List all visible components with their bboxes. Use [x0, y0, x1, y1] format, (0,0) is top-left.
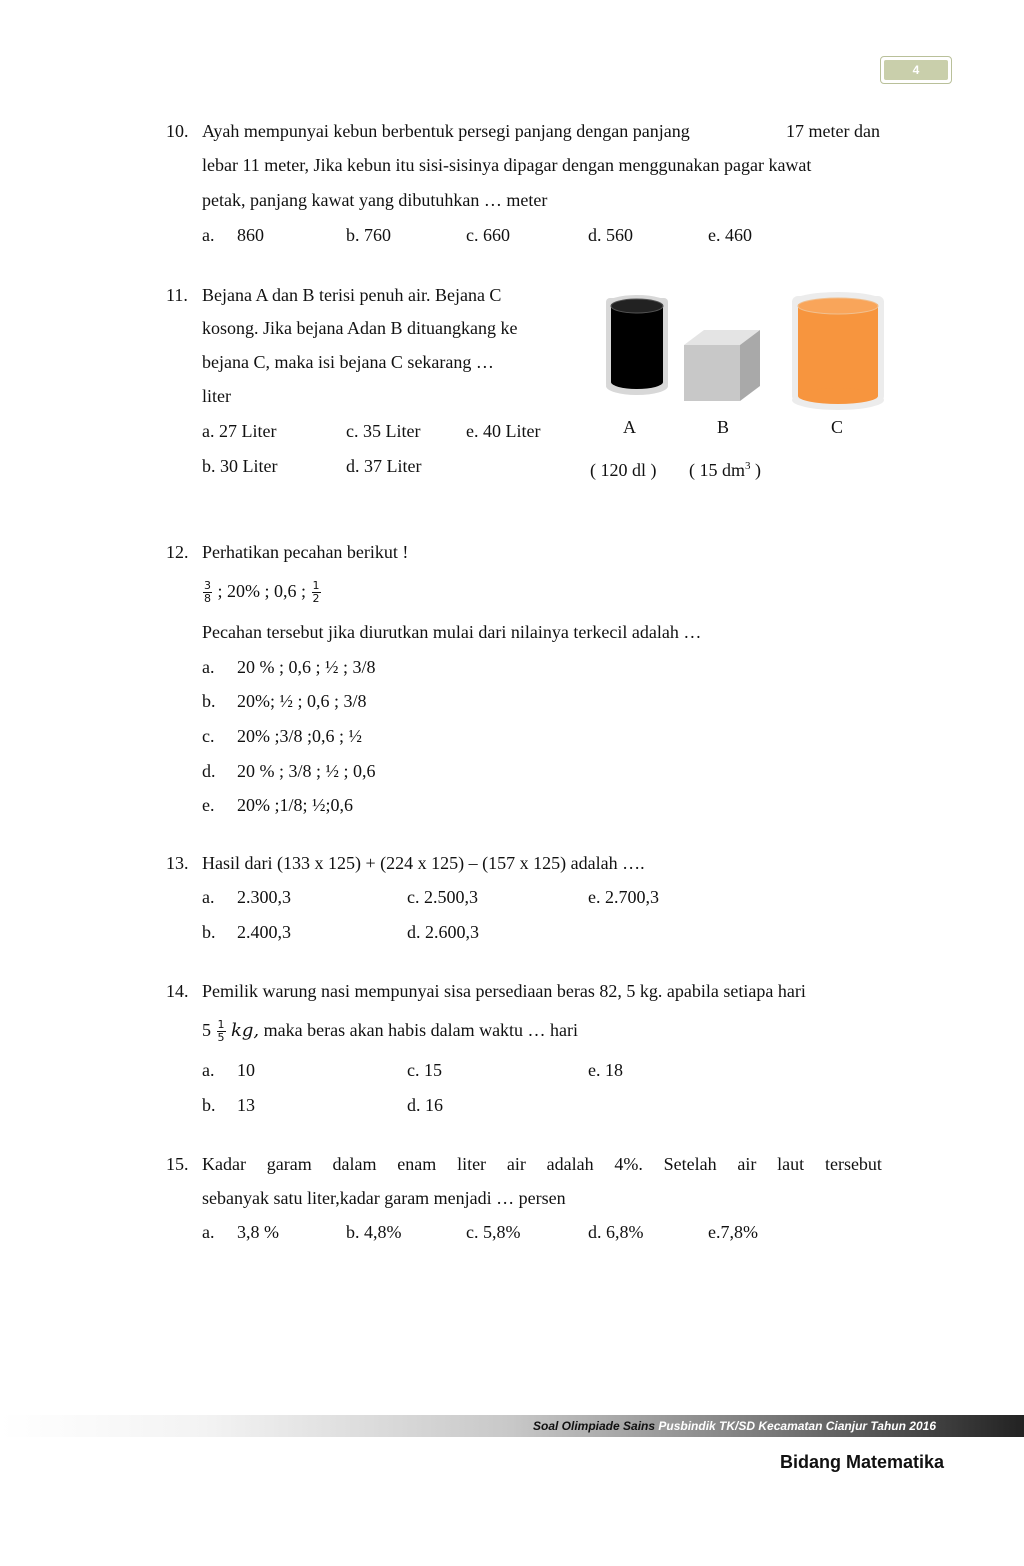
subject-label: Bidang Matematika: [779, 1452, 944, 1472]
option-e: e. 40 Liter: [466, 421, 541, 441]
option-b: b. 4,8%: [346, 1222, 402, 1242]
container-a-volume: ( 120 dl ): [590, 460, 657, 480]
question-text: Hasil dari (133 x 125) + (224 x 125) – (157 x 125) adalah ….: [202, 853, 645, 873]
option-b: 2.400,3: [237, 922, 291, 942]
option-b: b. 760: [346, 225, 391, 245]
option-a: 860: [237, 225, 264, 245]
option-a: 3,8 %: [237, 1222, 279, 1242]
option-letter: a.: [202, 1060, 215, 1080]
option-d: d. 6,8%: [588, 1222, 644, 1242]
option-a: 10: [237, 1060, 255, 1080]
option-c: c. 2.500,3: [407, 887, 478, 907]
container-c-icon: [792, 292, 884, 410]
option-b: 20%; ½ ; 0,6 ; 3/8: [237, 691, 367, 711]
option-letter: b.: [202, 1095, 216, 1115]
option-e: 20% ;1/8; ½;0,6: [237, 795, 353, 815]
question-number: 13.: [166, 853, 189, 873]
question-text: 5 $\frac{1}{5}$ kg, maka beras akan habis dalam waktu … hari: [202, 1018, 579, 1045]
question-text: Kadar garam dalam enam liter air adalah 4%. Setelah air laut tersebut: [202, 1154, 882, 1174]
question-text: Pemilik warung nasi mempunyai sisa persediaan beras 82, 5 kg. apabila setiapa hari: [202, 981, 806, 1001]
option-d: d. 16: [407, 1095, 443, 1115]
option-b: b. 30 Liter: [202, 456, 278, 476]
option-letter: a.: [202, 225, 215, 245]
question-title: Perhatikan pecahan berikut !: [202, 542, 409, 562]
option-e: e. 460: [708, 225, 752, 245]
container-b-icon: [684, 330, 760, 401]
option-letter: b.: [202, 922, 216, 942]
question-number: 11.: [166, 285, 188, 305]
fraction-1-2: $\frac{1}{2}$: [312, 579, 320, 606]
container-c-label: C: [831, 417, 844, 437]
option-letter: c.: [202, 726, 215, 746]
option-a: 2.300,3: [237, 887, 291, 907]
option-e: e. 18: [588, 1060, 623, 1080]
question-text: sebanyak satu liter,kadar garam menjadi … persen: [202, 1188, 566, 1208]
option-a: a. 27 Liter: [202, 421, 277, 441]
question-text: Ayah mempunyai kebun berbentuk persegi panjang dengan panjang: [202, 121, 690, 141]
fraction-3-8: $\frac{3}{8}$: [204, 579, 211, 606]
question-text: Pecahan tersebut jika diurutkan mulai dari nilainya terkecil adalah …: [202, 622, 702, 642]
question-text: bejana C, maka isi bejana C sekarang …: [202, 352, 494, 372]
fraction-1-5: $\frac{1}{5}$: [217, 1018, 225, 1045]
container-b-label: B: [717, 417, 730, 437]
option-letter: a.: [202, 657, 215, 677]
question-number: 14.: [166, 981, 189, 1001]
question-number: 15.: [166, 1154, 189, 1174]
option-d: 20 % ; 3/8 ; ½ ; 0,6: [237, 761, 376, 781]
option-d: d. 560: [588, 225, 633, 245]
option-e: e. 2.700,3: [588, 887, 659, 907]
option-c: c. 35 Liter: [346, 421, 421, 441]
option-d: d. 37 Liter: [346, 456, 422, 476]
page-number: 4: [884, 60, 948, 80]
option-c: c. 660: [466, 225, 510, 245]
option-letter: a.: [202, 1222, 215, 1242]
option-e: e.7,8%: [708, 1222, 758, 1242]
option-c: c. 15: [407, 1060, 442, 1080]
question-text: petak, panjang kawat yang dibutuhkan … meter: [202, 190, 548, 210]
container-a-icon: [606, 295, 668, 395]
fraction-list: $\frac{3}{8}$ ; 20% ; 0,6 ; $\frac{1}{2}$: [204, 579, 320, 606]
container-illustration: [590, 290, 900, 420]
question-text: 17 meter dan: [786, 121, 880, 141]
question-text: kosong. Jika bejana Adan B dituangkang ke: [202, 318, 518, 338]
question-number: 10.: [166, 121, 189, 141]
footer-title: Soal Olimpiade Sains Pusbindik TK/SD Kecamatan Cianjur Tahun 2016: [533, 1419, 936, 1433]
option-c: 20% ;3/8 ;0,6 ; ½: [237, 726, 362, 746]
option-letter: a.: [202, 887, 215, 907]
option-d: d. 2.600,3: [407, 922, 479, 942]
question-text: Bejana A dan B terisi penuh air. Bejana C: [202, 285, 502, 305]
option-letter: e.: [202, 795, 215, 815]
container-a-label: A: [623, 417, 636, 437]
option-a: 20 % ; 0,6 ; ½ ; 3/8: [237, 657, 376, 677]
page-number-badge: [880, 56, 952, 84]
option-letter: b.: [202, 691, 216, 711]
option-b: 13: [237, 1095, 255, 1115]
option-c: c. 5,8%: [466, 1222, 521, 1242]
container-b-volume: ( 15 $dm^3$ ): [689, 460, 761, 480]
option-letter: d.: [202, 761, 216, 781]
question-text: lebar 11 meter, Jika kebun itu sisi-sisinya dipagar dengan menggunakan pagar kawat: [202, 155, 812, 175]
question-number: 12.: [166, 542, 189, 562]
question-text: liter: [202, 386, 231, 406]
